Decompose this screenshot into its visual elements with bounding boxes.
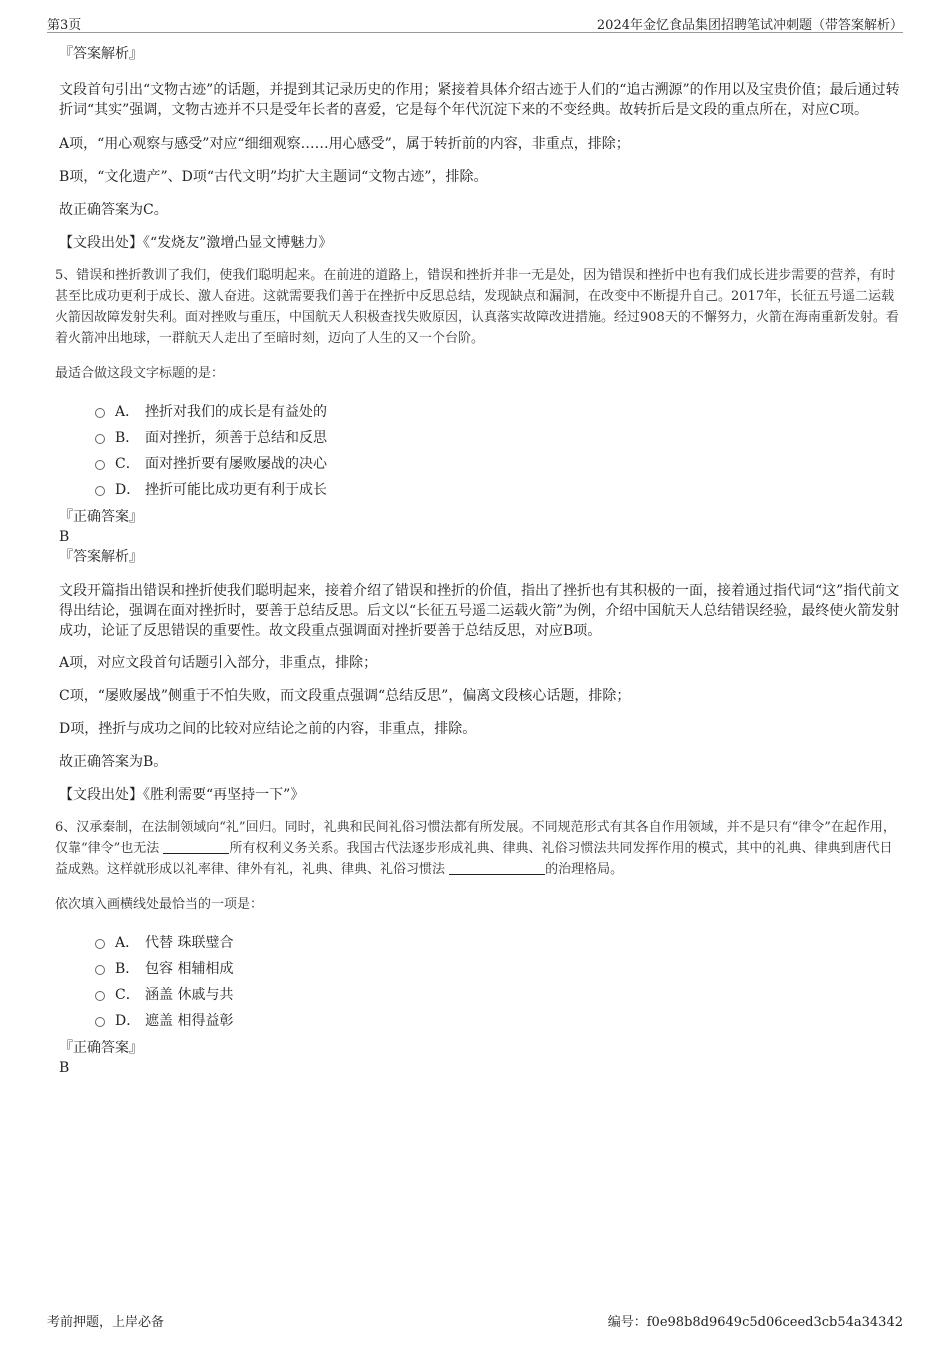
q4-line-a: A项，“用心观察与感受”对应“细细观察……用心感受”，属于转折前的内容，非重点，排除； xyxy=(59,136,630,152)
q4-analysis-text: 文段首句引出“文物古迹”的话题，并提到其记录历史的作用；紧接着具体介绍古迹于人们的“追古溯源”的作用以及宝贵价值；最后通过转折词“其实”强调，文物古迹并不只是受年长者的喜爱，它是每个年代沉淀下来的不变经典。故转折后是文段的重点所在，对应C项。 xyxy=(59,82,900,118)
q5-option-b[interactable]: B． 面对挫折，须善于总结和反思 xyxy=(95,425,900,451)
radio-icon[interactable] xyxy=(95,460,105,470)
q5-line-a: A项，对应文段首句话题引入部分，非重点，排除； xyxy=(59,655,378,671)
q6-prompt: 依次填入画横线处最恰当的一项是： xyxy=(55,897,264,912)
q5-options xyxy=(55,399,900,503)
q6-option-d[interactable]: D． 遮盖 相得益彰 xyxy=(95,1008,900,1034)
page-header xyxy=(47,10,903,33)
q5-stem: 5、错误和挫折教训了我们，使我们聪明起来。在前进的道路上，错误和挫折并非一无是处，因为错误和挫折中也有我们成长进步需要的营养，有时甚至比成功更利于成长、激人奋进。这就需要我们善于在挫折中反思总结，发现缺点和漏洞，在改变中不断提升自己。2017年，长征五号遥二运载火箭因故障发射失利。面对挫败与重压，中国航天人积极查找失败原因，认真落实故障改进措施。经过908天的不懈努力，火箭在海南重新发射。看着火箭冲出地球，一群航天人走出了至暗时刻，迈向了人生的又一个台阶。 xyxy=(55,268,899,346)
q5-line-c: C项，“屡败屡战”侧重于不怕失败，而文段重点强调“总结反思”，偏离文段核心话题，排除； xyxy=(59,688,631,704)
q6-answer-label: 『正确答案』 xyxy=(59,1040,143,1056)
q4-line-b: B项，“文化遗产”、D项“古代文明”均扩大主题词“文物古迹”，排除。 xyxy=(59,169,488,185)
q4-source: 【文段出处】《“发烧友”激增凸显文博魅力》 xyxy=(59,235,333,251)
q5-analysis-text: 文段开篇指出错误和挫折使我们聪明起来，接着介绍了错误和挫折的价值，指出了挫折也有其积极的一面，接着通过指代词“这”指代前文得出结论，强调在面对挫折时，要善于总结反思。后文以“长征五号遥二运载火箭”为例，介绍中国航天人总结错误经验，最终使火箭发射成功，论证了反思错误的重要性。故文段重点强调面对挫折要善于总结反思，对应B项。 xyxy=(59,583,900,639)
blank-line xyxy=(163,839,229,854)
q6-option-b[interactable]: B． 包容 相辅相成 xyxy=(95,956,900,982)
q5-option-c[interactable]: C． 面对挫折要有屡败屡战的决心 xyxy=(95,451,900,477)
document-title: 2024年金忆食品集团招聘笔试冲刺题（带答案解析） xyxy=(596,18,903,33)
q6-answer: B xyxy=(59,1060,70,1076)
q5-analysis-label: 『答案解析』 xyxy=(59,549,143,565)
q6-stem: 6、汉承秦制，在法制领域向“礼”回归。同时，礼典和民间礼俗习惯法都有所发展。不同规范形式有其各自作用领域，并不是只有“律令”在起作用，仅靠“律令”也无法 所有权利义务关系。我国古代法逐步形成礼典、律典、礼俗习惯法共同发挥作用的模式，其中的礼典、律典到唐代日益成熟。这样就形成以礼率律、律外有礼，礼典、律典、礼俗习惯法 的治理格局。 xyxy=(55,820,896,877)
q5-option-d[interactable]: D． 挫折可能比成功更有利于成长 xyxy=(95,477,900,503)
q5-conclusion: 故正确答案为B。 xyxy=(59,754,168,770)
q6-options xyxy=(55,930,900,1034)
q5-prompt: 最适合做这段文字标题的是： xyxy=(55,366,225,381)
q5-source: 【文段出处】《胜利需要“再坚持一下”》 xyxy=(59,787,305,803)
radio-icon[interactable] xyxy=(95,408,105,418)
q4-analysis-label: 『答案解析』 xyxy=(59,46,143,62)
radio-icon[interactable] xyxy=(95,965,105,975)
q4-conclusion: 故正确答案为C。 xyxy=(59,202,168,218)
page-content xyxy=(55,44,900,1078)
q6-option-a[interactable]: A． 代替 珠联璧合 xyxy=(95,930,900,956)
q5-option-a[interactable]: A． 挫折对我们的成长是有益处的 xyxy=(95,399,900,425)
radio-icon[interactable] xyxy=(95,434,105,444)
footer-slogan: 考前押题，上岸必备 xyxy=(47,1315,165,1330)
radio-icon[interactable] xyxy=(95,1017,105,1027)
page-number: 第3页 xyxy=(47,18,82,33)
radio-icon[interactable] xyxy=(95,486,105,496)
q5-answer: B xyxy=(59,529,70,545)
q6-option-c[interactable]: C． 涵盖 休戚与共 xyxy=(95,982,900,1008)
radio-icon[interactable] xyxy=(95,991,105,1001)
radio-icon[interactable] xyxy=(95,939,105,949)
blank-line xyxy=(449,860,545,875)
document-code: 编号：f0e98b8d9649c5d06ceed3cb54a34342 xyxy=(607,1315,903,1330)
q5-answer-label: 『正确答案』 xyxy=(59,509,143,525)
q5-line-d: D项，挫折与成功之间的比较对应结论之前的内容，非重点，排除。 xyxy=(59,721,477,737)
